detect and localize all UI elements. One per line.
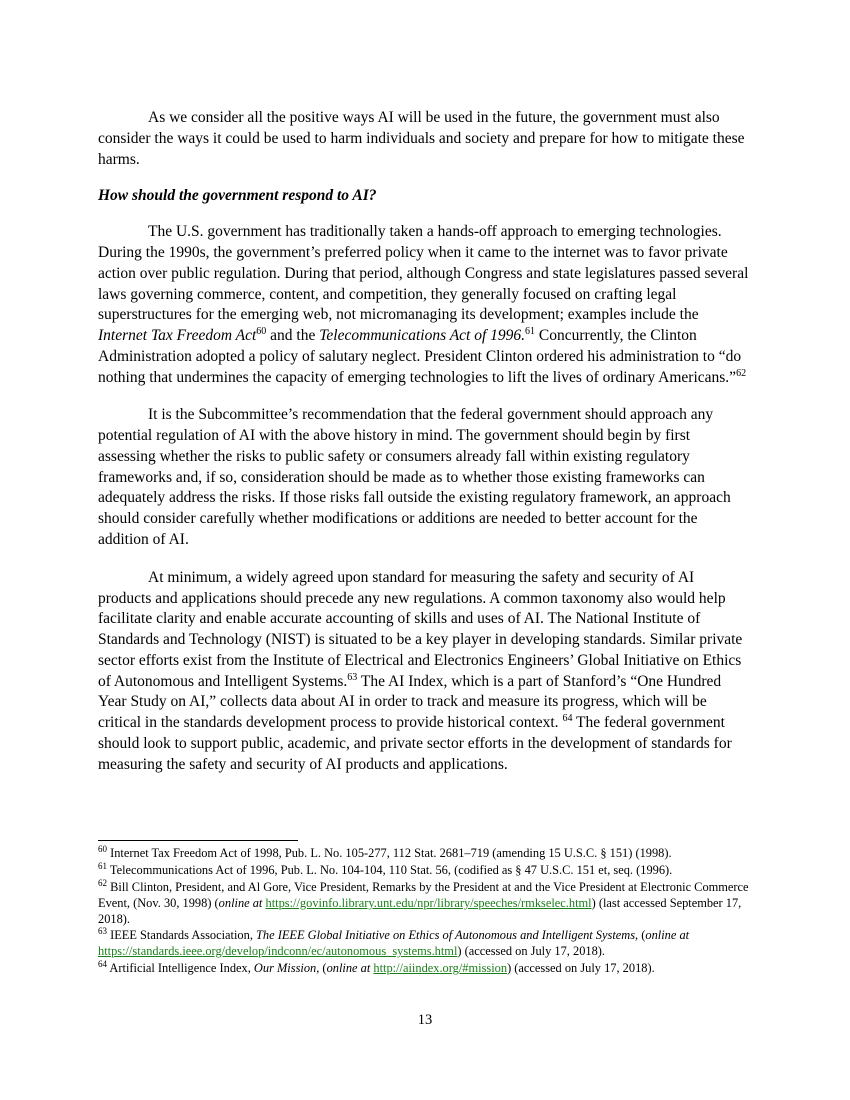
footnote-62-pre: Bill Clinton, President, and Al Gore, Vice President, Remarks by the President at and the Vice President at Electronic Commerce Event, (Nov. 30, 1998) ( [98, 879, 749, 910]
footnote-marker-63: 63 [98, 926, 107, 937]
footnote-62-post: ) (last accessed September 17, 2018). [98, 895, 742, 926]
para4-segment-1: At minimum, a widely agreed upon standard for measuring the safety and security of AI products and applications should precede any new regulations. A common taxonomy also would help facilitate clarity and enable accurate accounting of skills and uses of AI. The National Institute of Standards and Technology (NIST) is situated to be a key player in developing standards. Similar private sector efforts exist from the Institute of Electrical and Electronics Engineers’ Global Initiative on Ethics of Autonomous and Intelligent Systems. [98, 568, 743, 690]
footnote-64-link[interactable]: http://aiindex.org/#mission [373, 961, 508, 976]
footnote-62-online-at: online at [218, 895, 263, 910]
footnote-63-post: ) (accessed on July 17, 2018). [457, 944, 606, 959]
footnote-62 [98, 877, 750, 928]
footnote-63-pre: IEEE Standards Association, [110, 928, 257, 943]
footnote-63-title: The IEEE Global Initiative on Ethics of Autonomous and Intelligent Systems [256, 928, 636, 943]
footnote-ref-60: 60 [256, 325, 267, 337]
para2-italic-1: Internet Tax Freedom Act [98, 327, 257, 345]
footnote-63-mid: , ( [635, 928, 646, 943]
footnote-64-post: ) (accessed on July 17, 2018). [507, 961, 655, 976]
footnote-61-text: Telecommunications Act of 1996, Pub. L. No. 104-104, 110 Stat. 56, (codified as § 47 U.S.C. 151 et, seq. (1996). [109, 862, 673, 877]
paragraph-standards [98, 568, 750, 776]
footnote-marker-61: 61 [98, 860, 107, 871]
footnote-64-mid: , ( [316, 961, 327, 976]
para2-segment-3: Concurrently, the Clinton Administration adopted a policy of salutary neglect. President Clinton ordered his administration to “do nothing that undermines the capacity of emerging technologies to lift the lives of ordinary Americans.” [98, 327, 742, 386]
footnote-60-text: Internet Tax Freedom Act of 1998, Pub. L. No. 105-277, 112 Stat. 2681–719 (amending 15 U.S.C. § 151) (1998). [110, 846, 672, 860]
footnote-60 [98, 843, 750, 862]
footnote-61 [98, 860, 750, 879]
footnote-ref-64: 64 [562, 712, 573, 724]
footnote-63 [98, 928, 750, 960]
footnote-62-link[interactable]: https://govinfo.library.unt.edu/npr/library/speeches/rmkselec.html [265, 895, 592, 910]
page-content [98, 108, 750, 792]
para2-italic-2: Telecommunications Act of 1996. [319, 327, 526, 345]
para4-segment-3: The federal government should look to support public, academic, and private sector efforts in the development of standards for measuring the safety and security of AI products and applications. [98, 714, 732, 773]
para2-segment-2: and the [266, 327, 320, 345]
paragraph-intro: As we consider all the positive ways AI will be used in the future, the government must also consider the ways it could be used to harm individuals and society and prepare for how to mitigate these harms. [98, 109, 745, 168]
page-number: 13 [417, 1012, 433, 1028]
footnote-ref-62: 62 [736, 367, 747, 379]
paragraph-recommendation: It is the Subcommittee’s recommendation that the federal government should approach any potential regulation of AI with the above history in mind. The government should begin by first assessing whether the risks to public safety or consumers already fall within existing regulatory frameworks and, if so, consideration should be made as to whether those existing frameworks can adequately address the risks. If those risks fall outside the existing regulatory framework, an approach should consider carefully whether modifications or additions are needed to better account for the addition of AI. [98, 406, 731, 549]
footnotes-section [98, 840, 750, 978]
footnote-marker-62: 62 [98, 877, 107, 888]
footnote-ref-61: 61 [525, 325, 536, 337]
footnote-64-title: Our Mission [253, 961, 317, 976]
footnote-separator-rule [98, 840, 298, 841]
footnote-64-pre: Artificial Intelligence Index, [109, 961, 254, 976]
footnote-64-online-at: online at [326, 961, 371, 976]
section-heading: How should the government respond to AI? [98, 187, 377, 205]
para2-segment-1: The U.S. government has traditionally taken a hands-off approach to emerging technologies. During the 1990s, the government’s preferred policy when it came to the internet was to favor private action over public regulation. During that period, although Congress and state legislatures passed several laws governing commerce, content, and competition, they generally focused on crafting legal superstructures for the emerging web, not micromanaging its development; examples include the [98, 223, 749, 324]
footnote-marker-64: 64 [98, 959, 107, 969]
footnote-63-online-at: online at [645, 928, 690, 943]
footnote-63-link[interactable]: https://standards.ieee.org/develop/indconn/ec/autonomous_systems.html [98, 944, 458, 959]
footnote-ref-63: 63 [347, 671, 358, 683]
paragraph-history [98, 222, 750, 388]
para4-segment-2: The AI Index, which is a part of Stanford’s “One Hundred Year Study on AI,” collects data about AI in order to track and measure its progress, which will be critical in the standards development process to provide historical context. [98, 672, 722, 732]
footnote-marker-60: 60 [98, 843, 107, 854]
footnote-64 [98, 961, 750, 977]
